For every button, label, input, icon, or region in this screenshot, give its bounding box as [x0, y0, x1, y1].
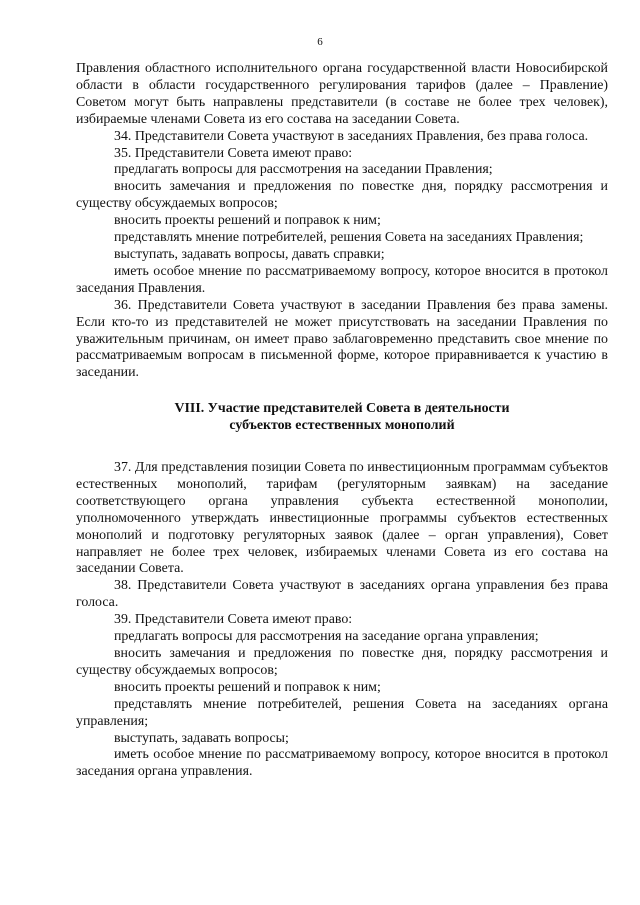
paragraph-39: 39. Представители Совета имеют право:: [114, 612, 353, 628]
section-heading: [76, 401, 608, 435]
list-item: вносить проекты решений и поправок к ним;: [114, 679, 381, 695]
section-heading-line-2: субъектов естественных монополий: [229, 418, 455, 434]
section-heading-line-1: VIII. Участие представителей Совета в деятельности: [174, 401, 510, 417]
list-item: предлагать вопросы для рассмотрения на заседании Правления;: [114, 162, 493, 178]
paragraph-38: 38. Представители Совета участвуют в заседаниях органа управления без права голоса.: [76, 578, 608, 611]
list-item: выступать, задавать вопросы;: [114, 730, 289, 746]
paragraph-34: 34. Представители Совета участвуют в заседаниях Правления, без права голоса.: [114, 128, 589, 144]
page-number: 6: [317, 36, 323, 48]
paragraph-37: 37. Для представления позиции Совета по инвестиционным программам субъектов естественных монополий, тарифам (регуляторным заявкам) на заседание соответствующего органа управления субъекта естественной монополии, уполномоченного утверждать инвестиционные программы субъектов естественных монополий и подготовку регуляторных заявок (далее – орган управления), Совет направляет не более трех человек, избираемых членами Совета из его состава на заседании Совета.: [76, 460, 608, 577]
list-item: предлагать вопросы для рассмотрения на заседание органа управления;: [114, 629, 539, 645]
paragraph-36: 36. Представители Совета участвуют в заседании Правления без права замены. Если кто-то из представителей не может присутствовать на заседании Правления по уважительным причинам, он имеет право заблаговременно представить свое мнение по рассматриваемым вопросам в письменной форме, которое приравнивается к участию в заседании.: [76, 297, 608, 381]
list-item: вносить замечания и предложения по повестке дня, порядку рассмотрения и существу обсуждаемых вопросов;: [76, 646, 608, 678]
list-item: вносить проекты решений и поправок к ним;: [114, 213, 381, 229]
paragraph-continuation: Правления областного исполнительного органа государственной власти Новосибирской области в области государственного регулирования тарифов (далее – Правление) Советом могут быть направлены представители (в составе не более трех человек), избираемые членами Совета из его состава на заседании Совета.: [76, 61, 608, 127]
list-item: представлять мнение потребителей, решения Совета на заседаниях Правления;: [114, 230, 584, 246]
document-body: [76, 61, 608, 781]
paragraph-35: 35. Представители Совета имеют право:: [114, 145, 353, 161]
list-item: представлять мнение потребителей, решения Совета на заседаниях органа управления;: [76, 696, 608, 729]
list-item: иметь особое мнение по рассматриваемому вопросу, которое вносится в протокол заседания органа управления.: [76, 747, 608, 780]
list-item: иметь особое мнение по рассматриваемому вопросу, которое вносится в протокол заседания Правления.: [76, 263, 608, 296]
list-item: выступать, задавать вопросы, давать справки;: [114, 246, 385, 262]
list-item: вносить замечания и предложения по повестке дня, порядку рассмотрения и существу обсуждаемых вопросов;: [76, 179, 608, 212]
